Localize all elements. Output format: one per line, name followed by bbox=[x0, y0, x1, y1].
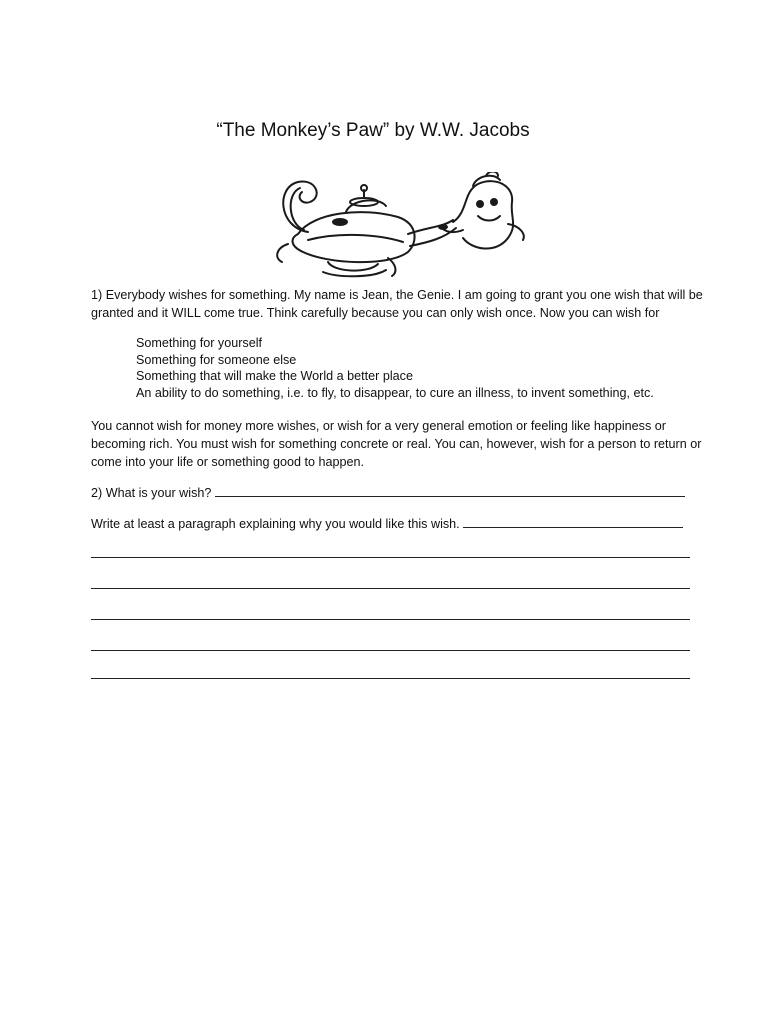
answer-line[interactable] bbox=[91, 619, 690, 620]
wish-option: Something that will make the World a better place bbox=[136, 369, 413, 383]
question-3 bbox=[91, 515, 683, 531]
answer-line[interactable] bbox=[91, 557, 690, 558]
answer-line[interactable] bbox=[91, 588, 690, 589]
answer-line[interactable] bbox=[91, 650, 690, 651]
question-2 bbox=[91, 484, 685, 500]
wish-answer-blank[interactable] bbox=[215, 484, 685, 497]
question-2-label: 2) What is your wish? bbox=[91, 486, 212, 500]
genie-lamp-drawing bbox=[268, 172, 530, 282]
wish-options-list bbox=[136, 335, 654, 401]
genie-lamp-illustration bbox=[268, 172, 530, 282]
answer-line[interactable] bbox=[91, 678, 690, 679]
page-title: “The Monkey’s Paw” by W.W. Jacobs bbox=[216, 120, 530, 141]
wish-option: Something for yourself bbox=[136, 336, 262, 350]
question-3-label: Write at least a paragraph explaining why you would like this wish. bbox=[91, 517, 460, 531]
paragraph-answer-blank[interactable] bbox=[463, 515, 683, 528]
rules-paragraph: You cannot wish for money more wishes, or wish for a very general emotion or feeling like happiness or becoming rich. You must wish for something concrete or real. You can, however, wish for a person to return or come into your life or something good to happen. bbox=[91, 419, 702, 469]
wish-option: Something for someone else bbox=[136, 352, 297, 367]
wish-option: An ability to do something, i.e. to fly, to disappear, to cure an illness, to invent something, etc. bbox=[136, 385, 654, 400]
intro-paragraph: 1) Everybody wishes for something. My name is Jean, the Genie. I am going to grant you one wish that will be granted and it WILL come true. Think carefully because you can only wish once. Now you can wish for bbox=[91, 288, 703, 320]
